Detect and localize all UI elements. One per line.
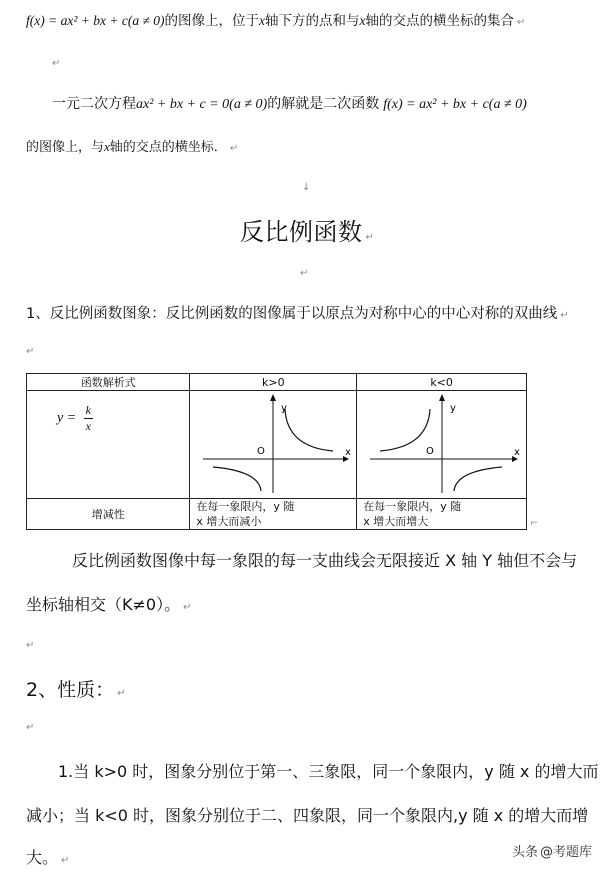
formula-lhs: y = xyxy=(57,410,77,426)
text-segment: 的图像上，位于 xyxy=(164,13,260,29)
paragraph-mark-icon: ↵ xyxy=(365,232,375,243)
hyperbola-branch-q4 xyxy=(454,467,502,491)
fraction xyxy=(84,403,93,434)
hyperbola-branch-q2 xyxy=(380,409,430,451)
down-arrow-mark-icon: ↓ xyxy=(302,182,311,193)
var-x: x xyxy=(359,13,366,28)
hyperbola-branch-q3 xyxy=(213,467,261,491)
section-2-text: 2、性质： xyxy=(26,679,115,701)
graph-cell-kpos xyxy=(190,391,357,499)
y-axis-label: y xyxy=(449,403,456,414)
hyperbola-branch-q1 xyxy=(285,409,333,451)
paragraph-2-line-2: 减小；当 k<0 时，图象分别位于二、四象限，同一个象限内,y 随 x 的增大而增 xyxy=(26,806,589,825)
paragraph-mark-icon: ↵ xyxy=(61,855,70,866)
hyperbola-graph-kpos xyxy=(193,391,353,495)
paragraph-mark-icon: ↵ xyxy=(183,602,192,613)
section-1-text: 1、反比例函数图象：反比例函数的图像属于以原点为对称中心的中心对称的双曲线 xyxy=(26,306,558,322)
section-1-heading xyxy=(26,302,569,323)
paragraph-mark-icon: ↵ xyxy=(560,310,569,321)
property-kpos-cell xyxy=(190,499,357,530)
paragraph-mark-icon: ↵ xyxy=(229,143,239,154)
table-header-cell: 函数解析式 xyxy=(27,374,190,391)
table-header-row xyxy=(27,374,527,391)
table-header-cell: k>0 xyxy=(190,374,357,391)
paragraph-1-line-2-text: 坐标轴相交（K≠0）。 xyxy=(26,595,181,614)
text-segment: 的解就是二次函数 xyxy=(267,96,380,112)
paragraph-mark-icon: ↵ xyxy=(300,268,309,279)
var-x: x xyxy=(104,139,110,154)
text-segment: 的图像上，与 xyxy=(26,140,105,155)
y-axis-arrow-icon xyxy=(439,394,445,401)
page-title xyxy=(240,212,374,247)
text-line-1 xyxy=(26,9,525,29)
table-end-mark-icon: ⌐ xyxy=(530,518,539,529)
graph-cell-kneg xyxy=(357,391,527,499)
formula-cell xyxy=(27,391,190,499)
paragraph-2-line-3 xyxy=(26,845,69,868)
property-kneg-cell xyxy=(357,499,527,530)
paragraph-2-line-3-text: 大。 xyxy=(26,848,59,867)
text-segment: 轴的交点的横坐标． xyxy=(109,140,227,155)
property-kpos-line2: x 增大而减小 xyxy=(196,515,262,528)
var-x: x xyxy=(259,13,266,28)
paragraph-mark-icon: ↵ xyxy=(26,346,35,357)
text-line-3 xyxy=(26,136,238,155)
table-header-cell: k<0 xyxy=(357,374,527,391)
property-kneg-line1: 在每一象限内，y 随 xyxy=(363,500,462,513)
func-eq: = ax² + bx + c(a ≠ 0) xyxy=(44,13,165,28)
inverse-function-table xyxy=(26,373,527,530)
paragraph-mark-icon: ↵ xyxy=(26,722,35,733)
table-row xyxy=(27,391,527,499)
hyperbola-graph-kneg xyxy=(362,391,522,495)
watermark xyxy=(508,839,596,862)
text-segment: 轴的交点的横坐标的集合 xyxy=(365,13,515,29)
fraction-denominator: x xyxy=(85,419,91,433)
text-line-2 xyxy=(52,93,527,113)
paragraph-mark-icon: ↵ xyxy=(26,640,35,651)
text-segment: 一元二次方程 xyxy=(52,96,136,112)
paragraph-1-line-2 xyxy=(26,592,191,615)
y-axis-arrow-icon xyxy=(270,394,276,401)
origin-label: O xyxy=(425,446,434,457)
paragraph-mark-icon: ↵ xyxy=(517,17,526,28)
func-arg: (x) xyxy=(29,13,45,28)
paragraph-1-line-1: 反比例函数图像中每一象限的每一支曲线会无限接近 X 轴 Y 轴但不会与 xyxy=(72,551,578,570)
equation: f(x) = ax² + bx + c(a ≠ 0) xyxy=(383,97,527,112)
table-row xyxy=(27,499,527,530)
page-title-text: 反比例函数 xyxy=(240,218,363,246)
origin-label: O xyxy=(257,446,266,457)
paragraph-mark-icon: ↵ xyxy=(52,58,61,69)
y-axis-label: y xyxy=(281,403,288,414)
func-f: f xyxy=(26,13,30,28)
text-segment: 轴下方的点和与 xyxy=(265,13,360,29)
watermark-brand: 头条 xyxy=(511,845,538,860)
paragraph-2-line-1: 1.当 k>0 时，图象分别位于第一、三象限，同一个象限内，y 随 x 的增大而 xyxy=(58,762,599,781)
property-kpos-line1: 在每一象限内，y 随 xyxy=(196,500,295,513)
fraction-numerator: k xyxy=(85,403,91,417)
property-label-cell: 增减性 xyxy=(27,499,190,530)
x-axis-label: x xyxy=(345,447,352,458)
watermark-handle: @考题库 xyxy=(539,845,592,860)
section-2-heading xyxy=(26,675,125,702)
property-kneg-line2: x 增大而增大 xyxy=(363,515,429,528)
x-axis-label: x xyxy=(513,447,520,458)
paragraph-mark-icon: ↵ xyxy=(117,688,126,699)
equation: ax² + bx + c = 0(a ≠ 0) xyxy=(136,97,268,112)
